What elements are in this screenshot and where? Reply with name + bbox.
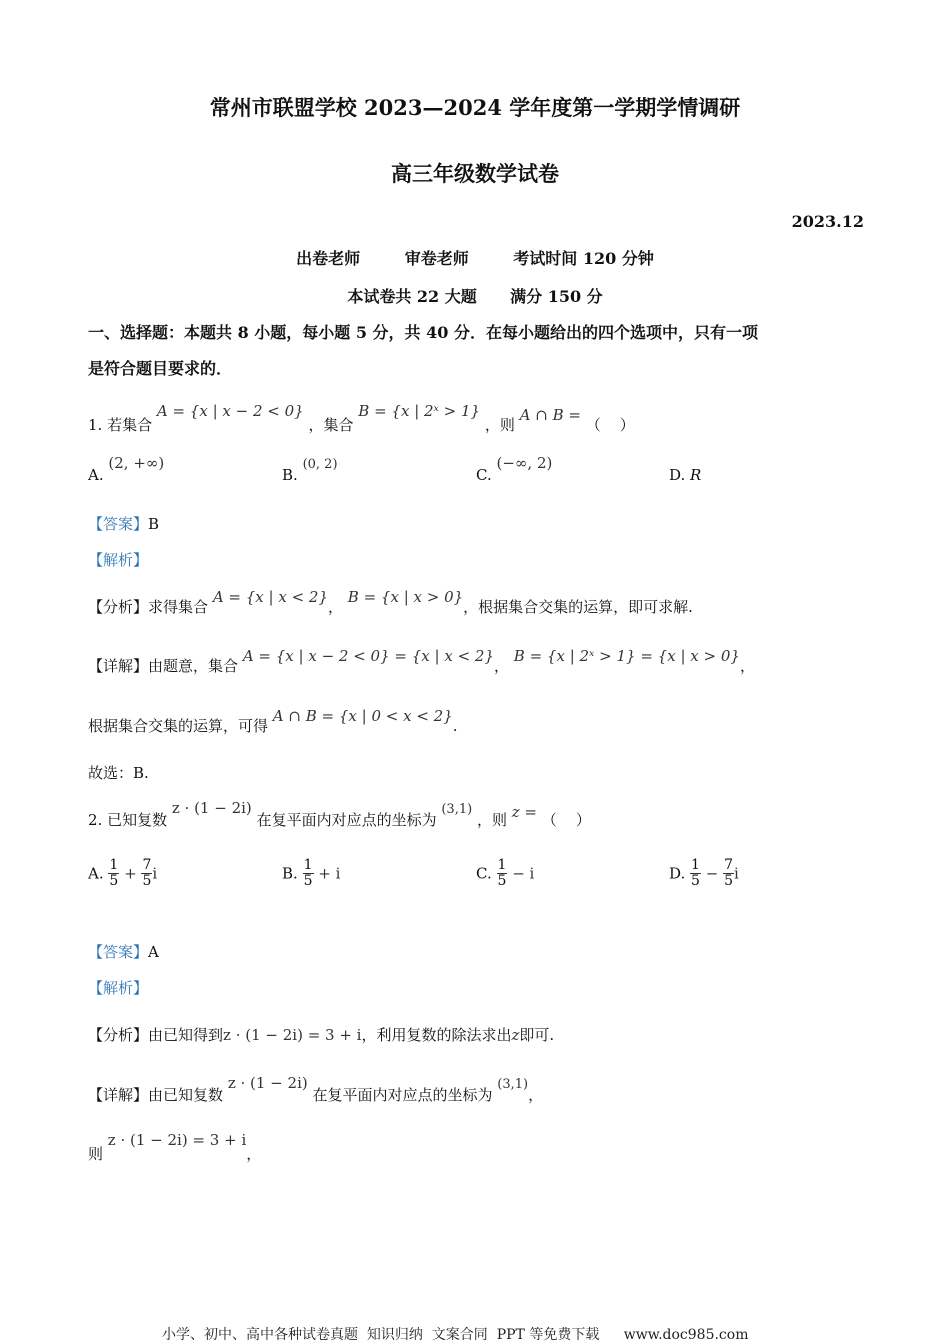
q1-detail: [88, 647, 755, 676]
option-label: D.: [669, 466, 686, 484]
exam-title: 常州市联盟学校 2023—2024 学年度第一学期学情调研: [209, 95, 741, 120]
numerator: 1: [303, 857, 313, 873]
fraction: [108, 858, 119, 889]
imag-unit: i: [152, 864, 158, 883]
fenxi-var: z: [511, 1026, 520, 1044]
q1-answer: [88, 513, 159, 534]
option-label: B.: [282, 864, 298, 883]
q2-detail-line2: [88, 1131, 262, 1164]
q2-prefix: 2. 已知复数: [88, 811, 168, 829]
denominator: 5: [303, 873, 313, 889]
numerator: 7: [724, 857, 734, 873]
detail-text-mid: 在复平面内对应点的坐标为: [312, 1086, 493, 1104]
exam-subtitle: 高三年级数学试卷: [391, 161, 559, 186]
denominator: 5: [109, 873, 119, 889]
q1-detail-line2: [88, 707, 458, 736]
operator: + i: [318, 864, 341, 883]
fenxi-text: 由已知得到: [148, 1026, 224, 1044]
detail-math: z · (1 − 2i) = 3 + i: [107, 1131, 247, 1149]
answer-value: A: [148, 943, 159, 961]
denominator: 5: [497, 873, 507, 889]
q2-mid: 在复平面内对应点的坐标为: [256, 811, 437, 829]
question-1-stem: [88, 402, 635, 435]
fenxi-text-end: 即可.: [519, 1026, 555, 1044]
q1-paren: （ ）: [585, 416, 635, 434]
detail-text: 由题意，集合: [148, 657, 239, 675]
q1-set-a: A = {x | x − 2 < 0}: [156, 402, 304, 420]
denominator: 5: [691, 873, 700, 889]
section-heading-cont: 是符合题目要求的．: [88, 359, 233, 378]
answer-tag: 【答案】: [88, 943, 149, 961]
q2-option-b: [282, 858, 340, 889]
operator: +: [124, 864, 137, 883]
detail-math-b: B = {x | 2ˣ > 1} = {x | x > 0}: [513, 647, 740, 665]
q1-mid: ，集合: [308, 416, 354, 434]
operator: −: [705, 864, 719, 883]
fenxi-math-a: A = {x | x < 2}: [212, 588, 328, 606]
option-label: A.: [88, 864, 104, 883]
q2-fenxi: [88, 1024, 554, 1045]
q1-option-b: [282, 457, 338, 484]
q1-conclusion: 故选：B.: [88, 764, 149, 782]
option-value: (0, 2): [302, 457, 338, 472]
fraction: [141, 858, 152, 889]
q2-option-d: [669, 858, 739, 889]
q2-tail: ，则: [476, 811, 507, 829]
detail-math: A ∩ B = {x | 0 < x < 2}: [272, 707, 453, 725]
footer-url[interactable]: www.doc985.com: [623, 1327, 749, 1343]
q2-analysis-tag: 【解析】: [88, 979, 149, 997]
footer-text: 小学、初中、高中各种试卷真题 知识归纳 文案合同 PPT 等免费下载: [162, 1327, 600, 1343]
fenxi-text-end: ，根据集合交集的运算，即可求解.: [463, 598, 693, 616]
detail-math: z · (1 − 2i): [227, 1074, 308, 1092]
detail-point: (3,1): [497, 1077, 529, 1092]
q2-ask: z =: [511, 803, 538, 821]
q1-fenxi: [88, 588, 693, 617]
fenxi-math-b: B = {x | x > 0}: [347, 588, 464, 606]
q1-option-a: [88, 454, 165, 484]
fenxi-text: 求得集合: [148, 598, 209, 616]
q1-set-b: B = {x | 2ˣ > 1}: [358, 402, 481, 420]
answer-value: B: [148, 515, 160, 533]
section-heading: 一、选择题：本题共 8 小题，每小题 5 分，共 40 分．在每小题给出的四个选项中，只有一项: [88, 323, 758, 342]
imag-unit: i: [734, 864, 739, 883]
q1-option-d: [669, 466, 701, 484]
q2-point: (3,1): [441, 802, 473, 817]
fenxi-text-mid: ，利用复数的除法求出: [361, 1026, 512, 1044]
detail-text: 则: [88, 1145, 104, 1163]
fenxi-tag: 【分析】: [88, 1026, 149, 1044]
detail-sep: ，: [494, 657, 510, 675]
q1-option-c: [476, 454, 553, 484]
denominator: 5: [142, 873, 152, 889]
operator: − i: [512, 864, 535, 883]
q1-prefix: 1. 若集合: [88, 416, 153, 434]
fenxi-tag: 【分析】: [88, 598, 149, 616]
detail-tag: 【详解】: [88, 657, 149, 675]
detail-text: 由已知复数: [148, 1086, 224, 1104]
q2-paren: （ ）: [541, 811, 591, 829]
option-label: D.: [669, 864, 686, 883]
exam-date: 2023.12: [791, 212, 864, 231]
fraction: [690, 858, 701, 889]
fraction: [497, 858, 508, 889]
exam-info-line1: 出卷老师 审卷老师 考试时间 120 分钟: [296, 249, 654, 268]
option-value: (2, +∞): [108, 454, 165, 472]
option-label: B.: [282, 466, 298, 484]
answer-tag: 【答案】: [88, 515, 149, 533]
detail-end: .: [452, 717, 458, 735]
numerator: 1: [691, 857, 700, 873]
exam-info-line2: 本试卷共 22 大题 满分 150 分: [347, 287, 603, 306]
detail-end: ，: [528, 1086, 544, 1104]
q1-analysis-tag: 【解析】: [88, 551, 149, 569]
fraction: [303, 858, 314, 889]
option-value: R: [690, 466, 702, 484]
detail-end: ，: [739, 657, 755, 675]
option-label: C.: [476, 466, 492, 484]
fenxi-sep: ，: [328, 598, 344, 616]
q2-answer: [88, 941, 159, 962]
detail-math-a: A = {x | x − 2 < 0} = {x | x < 2}: [242, 647, 494, 665]
option-label: C.: [476, 864, 492, 883]
detail-text: 根据集合交集的运算，可得: [88, 717, 269, 735]
q2-detail: [88, 1074, 544, 1105]
q1-tail: ，则: [484, 416, 515, 434]
q2-option-c: [476, 858, 534, 889]
q1-ask: A ∩ B =: [519, 406, 581, 424]
detail-end: ，: [246, 1145, 262, 1163]
q2-option-a: [88, 858, 157, 889]
detail-tag: 【详解】: [88, 1086, 149, 1104]
footer: [162, 1324, 748, 1344]
numerator: 7: [142, 857, 152, 873]
option-label: A.: [88, 466, 104, 484]
option-value: (−∞, 2): [496, 454, 553, 472]
fenxi-math: z · (1 − 2i) = 3 + i: [223, 1026, 362, 1044]
denominator: 5: [724, 873, 734, 889]
question-2-stem: [88, 799, 591, 830]
numerator: 1: [497, 857, 507, 873]
fraction: [723, 858, 734, 889]
q2-expr: z · (1 − 2i): [171, 799, 252, 817]
numerator: 1: [109, 857, 119, 873]
